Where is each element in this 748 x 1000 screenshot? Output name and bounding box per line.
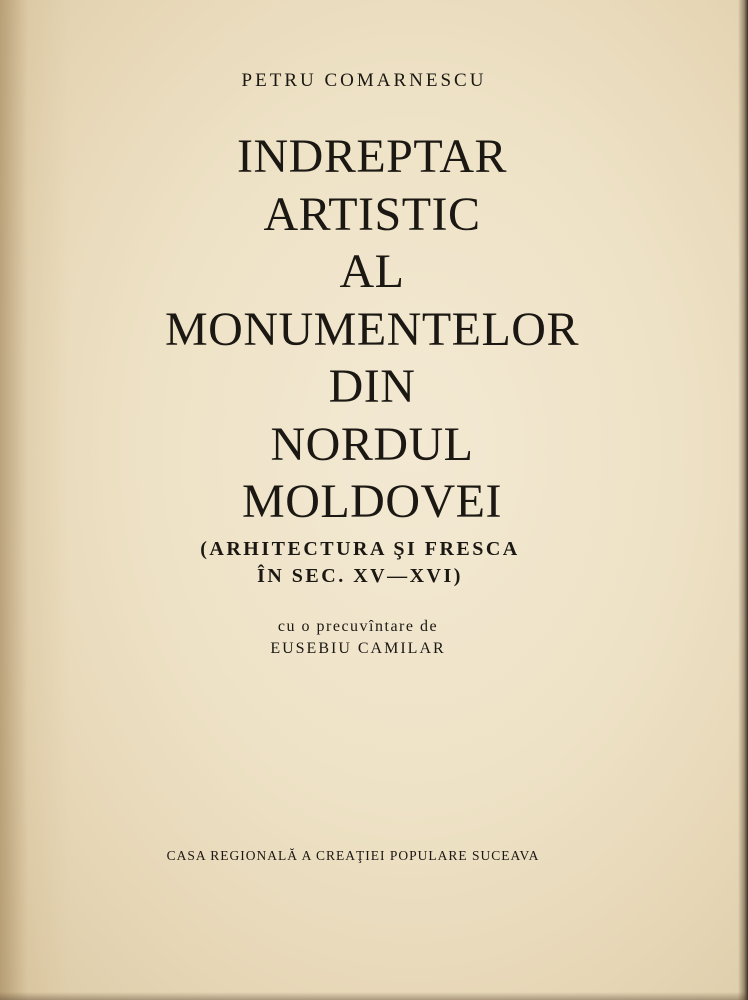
preface-credit: [0, 616, 716, 660]
book-subtitle: [0, 536, 720, 590]
title-line: NORDUL: [270, 417, 474, 471]
title-line: AL: [339, 245, 405, 298]
publisher-name: CASA REGIONALĂ A CREAŢIEI POPULARE SUCEAVA: [166, 848, 540, 863]
title-line: INDREPTAR: [237, 130, 507, 183]
preface-intro: cu o precuvîntare de: [277, 618, 439, 635]
subtitle-line: ÎN SEC. XV—XVI): [257, 565, 463, 587]
subtitle-line: (ARHITECTURA ŞI FRESCA: [200, 538, 520, 560]
title-line: MOLDOVEI: [242, 475, 502, 528]
title-line: ARTISTIC: [263, 187, 481, 241]
title-line: DIN: [328, 360, 416, 413]
author-name: PETRU COMARNESCU: [241, 70, 487, 91]
book-title: [0, 128, 744, 531]
page-bottom-shadow: [0, 992, 748, 1000]
title-line: MONUMENTELOR: [165, 302, 579, 356]
preface-author: EUSEBIU CAMILAR: [270, 640, 446, 657]
